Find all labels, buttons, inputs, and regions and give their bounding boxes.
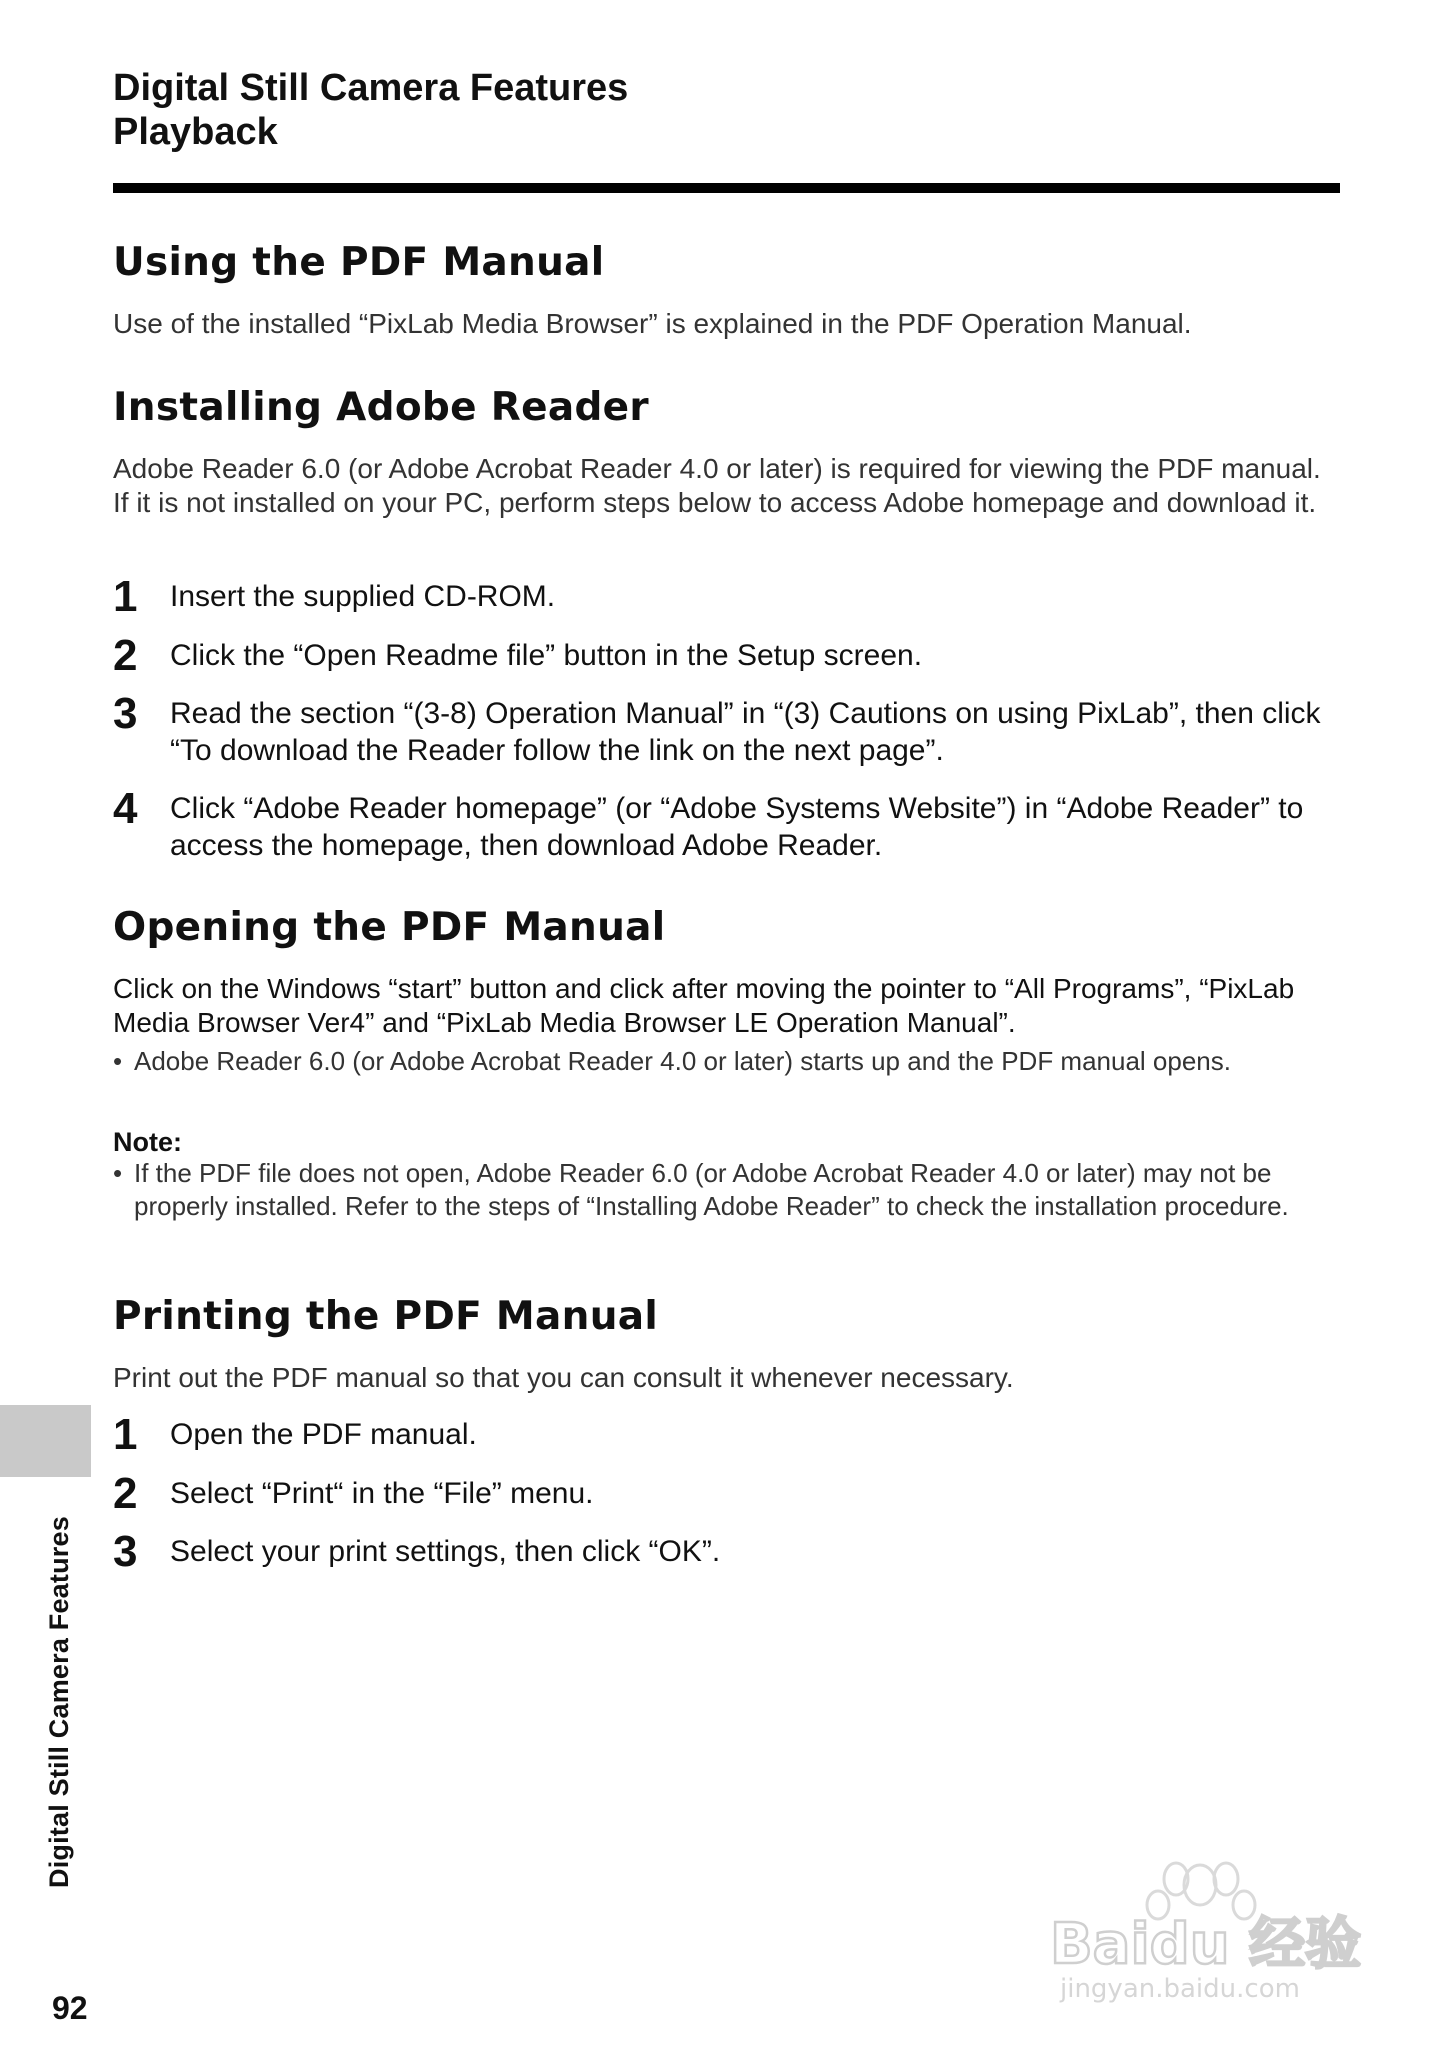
step-number: 2	[113, 1469, 138, 1518]
side-chapter-label: Digital Still Camera Features	[44, 1516, 74, 1888]
section-text-installing: Adobe Reader 6.0 (or Adobe Acrobat Reader 4.0 or later) is required for viewing the PDF manual. If it is not installed on your PC, perform steps below to access Adobe homepage and download it.	[113, 453, 1321, 518]
section-title-printing: Printing the PDF Manual	[113, 1294, 659, 1339]
chapter-tab	[0, 1405, 91, 1477]
page-number: 92	[52, 1990, 88, 2026]
section-title-installing: Installing Adobe Reader	[113, 385, 649, 430]
step-text: Insert the supplied CD-ROM.	[170, 580, 556, 613]
step-text: Click the “Open Readme file” button in the Setup screen.	[170, 639, 923, 672]
section-title-using: Using the PDF Manual	[113, 240, 605, 285]
baidu-watermark-logo	[1030, 1845, 1370, 2005]
watermark-url: jingyan.baidu.com	[1060, 1974, 1300, 2004]
watermark-brand: Baidu 经验	[1050, 1912, 1362, 1977]
step-number: 2	[113, 631, 138, 680]
header-subtitle: Playback	[113, 111, 278, 153]
step-number: 3	[113, 1527, 138, 1576]
step-number: 3	[113, 689, 138, 738]
step-number: 1	[113, 572, 138, 621]
note-label: Note:	[113, 1127, 182, 1157]
step-text: Click “Adobe Reader homepage” (or “Adobe Systems Website”) in “Adobe Reader” to access the homepage, then download Adobe Reader.	[170, 792, 1304, 862]
section-text-using: Use of the installed “PixLab Media Browser” is explained in the PDF Operation Manual.	[113, 308, 1192, 339]
bullet-text: Adobe Reader 6.0 (or Adobe Acrobat Reader 4.0 or later) starts up and the PDF manual opens.	[134, 1046, 1231, 1076]
step-number: 4	[113, 784, 138, 833]
step-text: Select “Print“ in the “File” menu.	[170, 1477, 594, 1510]
section-text-printing: Print out the PDF manual so that you can consult it whenever necessary.	[113, 1362, 1014, 1393]
step-text: Open the PDF manual.	[170, 1418, 477, 1451]
step-text: Read the section “(3-8) Operation Manual” in “(3) Cautions on using PixLab”, then click “To download the Reader follow the link on the next page”.	[170, 697, 1321, 767]
section-text-opening: Click on the Windows “start” button and click after moving the pointer to “All Programs”, “PixLab Media Browser Ver4” and “PixLab Media Browser LE Operation Manual”.	[113, 973, 1295, 1038]
bullet-dot-icon: •	[113, 1158, 123, 1188]
header-rule	[113, 183, 1340, 193]
bullet-dot-icon: •	[113, 1046, 123, 1076]
step-text: Select your print settings, then click “OK”.	[170, 1535, 721, 1568]
header-title: Digital Still Camera Features	[113, 67, 629, 109]
step-number: 1	[113, 1410, 138, 1459]
section-title-opening: Opening the PDF Manual	[113, 905, 666, 950]
bullet-text: If the PDF file does not open, Adobe Reader 6.0 (or Adobe Acrobat Reader 4.0 or later) may not be properly installed. Refer to the steps of “Installing Adobe Reader” to check the installation procedure.	[134, 1158, 1289, 1221]
